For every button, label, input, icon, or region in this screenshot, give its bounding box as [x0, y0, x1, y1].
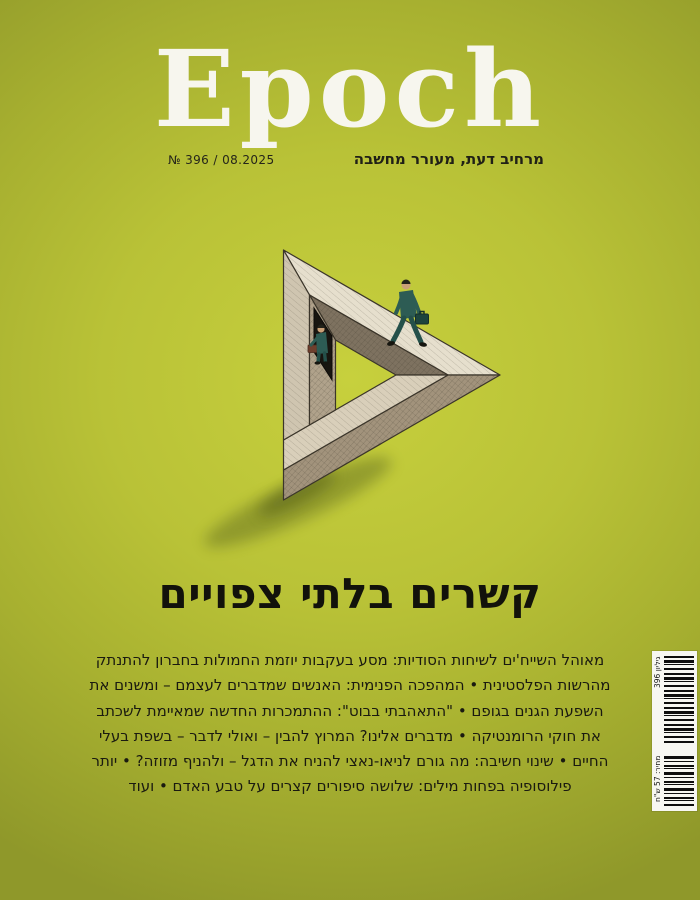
contents-line: החיים • שינוי חשיבה: מה גורם לניאו-נאצי להניח את הדגל – ולהניף מזוזה? • יותר — [91, 752, 609, 771]
contents-line: השפעת הגנים בגופם • "התאהבתי בבוט": ההתמכרות החדשה שמאיימת לשכתב — [96, 701, 604, 720]
contents-line: מאוהל השייח'ים לשיחות הסודיות: מסע בעקבות יוזמת החמולות בחברון להתנתק — [95, 651, 605, 669]
cover-headline: קשרים בלתי צפויים — [158, 569, 542, 618]
barcode-bars — [664, 756, 694, 806]
penrose-triangle — [284, 250, 501, 500]
barcode-bars — [664, 656, 694, 744]
cover-contents-text — [45, 648, 655, 800]
tagline: מרחיב דעת, מעורר מחשבה — [353, 150, 544, 168]
barcode-price-label: מחיר: 57 ש"ח — [653, 756, 662, 803]
barcode-issue-label: גיליון 396 — [653, 656, 662, 688]
contents-line: פילוסופיה בפחות מילים: שלושה סיפורים קצרים על טבע האדם • ועוד — [128, 777, 572, 796]
barcode-upper-block — [654, 656, 694, 744]
issue-number: № 396 / 08.2025 — [168, 153, 275, 167]
contents-line: מהרשות הפלסטינית • המהפכה הפנימית: האנשים שמדברים לעצמם – ומשנים את — [89, 676, 611, 695]
masthead-title: Epoch — [153, 26, 547, 151]
contents-line: את חוקי הרומנטיקה • מדברים אלינו? המרוץ להבין – ואולי לדבר – בשפת בעלי — [99, 726, 601, 745]
barcode-lower-block — [654, 756, 694, 806]
barcode — [652, 651, 697, 811]
